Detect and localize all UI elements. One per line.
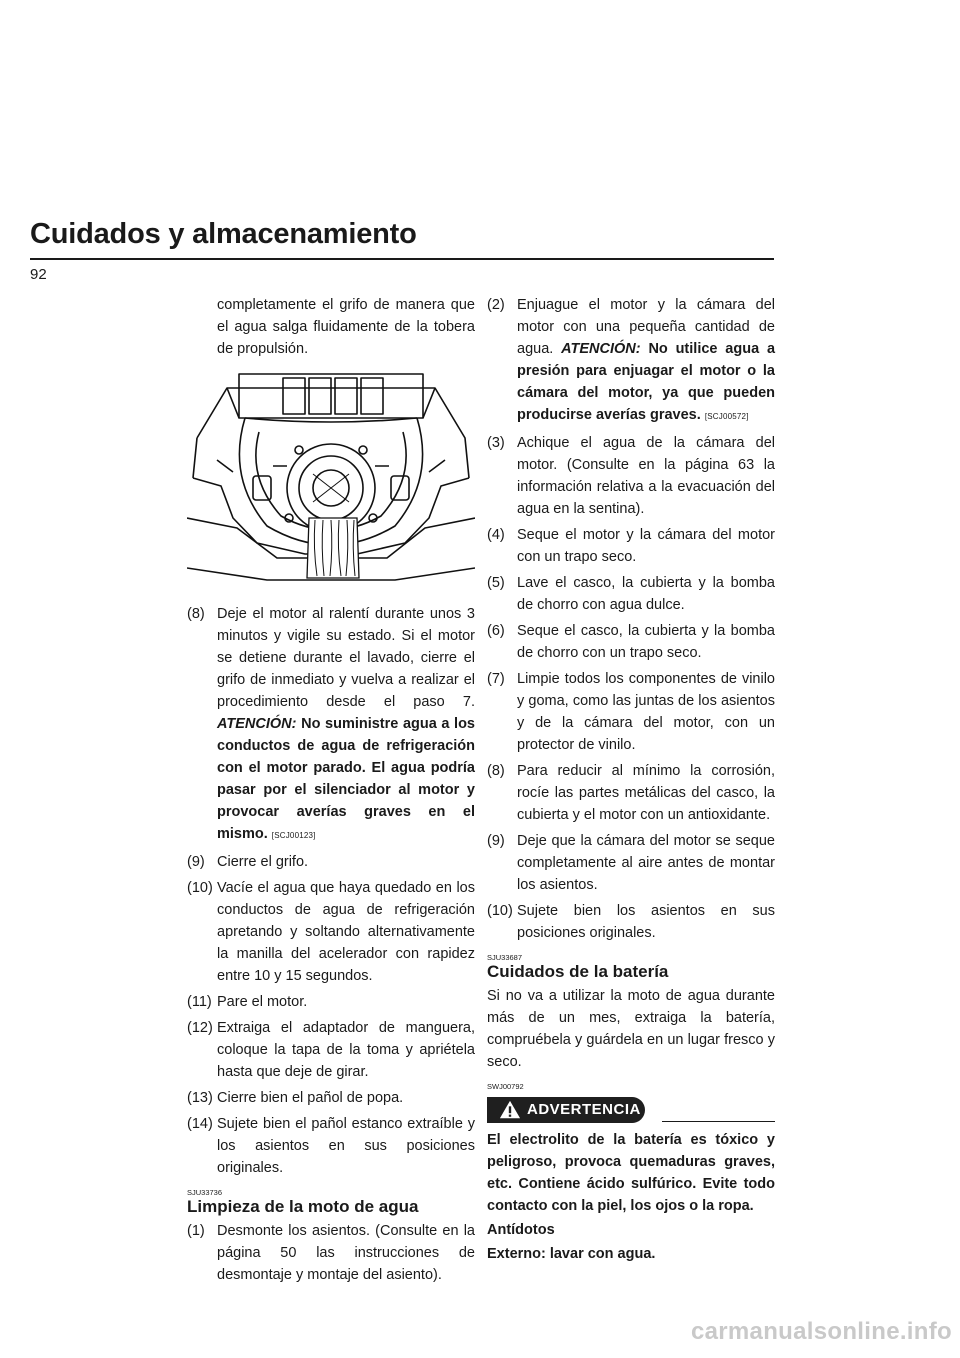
step-number: (5) — [487, 575, 505, 591]
step-text: Achique el agua de la cámara del motor. (Consulte en la página 63 la información relativa a la evacuación del agua en la sentina). — [517, 435, 775, 517]
step-number: (8) — [187, 606, 205, 622]
step-number: (2) — [487, 297, 505, 313]
step-9-right — [487, 830, 775, 896]
section-code: SJU33736 — [187, 1188, 223, 1197]
caution-text: No utilice agua a presión para enjuagar el motor o la cámara del motor, ya que pueden producirse averías graves. — [517, 341, 776, 423]
caution-label: ATENCIÓN: — [561, 341, 641, 357]
step-number: (1) — [187, 1223, 205, 1239]
step-number: (7) — [487, 671, 505, 687]
battery-text: Si no va a utilizar la moto de agua durante más de un mes, extraiga la batería, compruébela y guárdela en un lugar fresco y seco. — [487, 988, 775, 1070]
title-rule — [30, 258, 774, 260]
step-number: (8) — [487, 763, 505, 779]
step-number: (4) — [487, 527, 505, 543]
step-12 — [187, 1017, 475, 1083]
caution-code: [SCJ00572] — [704, 412, 749, 421]
step-number: (9) — [487, 833, 505, 849]
warning-text: El electrolito de la batería es tóxico y peligroso, provoca quemaduras graves, etc. Contiene ácido sulfúrico. Evite todo contacto con la piel, los ojos o la ropa. — [487, 1132, 775, 1214]
step-text: Seque el casco, la cubierta y la bomba de chorro con un trapo seco. — [517, 623, 775, 661]
step-number: (14) — [187, 1116, 213, 1132]
step-text: Vacíe el agua que haya quedado en los conductos de agua de refrigeración apretando y soltando alternativamente la manilla del acelerador con rapidez entre 10 y 15 segundos. — [217, 880, 475, 984]
step-text: Extraiga el adaptador de manguera, coloque la tapa de la toma y apriétela hasta que deje de girar. — [217, 1020, 475, 1080]
page-number: 92 — [30, 266, 47, 283]
step-10-right — [487, 900, 775, 944]
step-text: Deje que la cámara del motor se seque completamente al aire antes de montar los asientos. — [517, 833, 775, 893]
warning-triangle-icon — [499, 1099, 521, 1121]
section-heading-cleaning: Limpieza de la moto de agua — [187, 1197, 419, 1216]
caution-code: [SCJ00123] — [271, 831, 316, 840]
warning-code: SWJ00792 — [487, 1082, 524, 1091]
section-heading-battery: Cuidados de la batería — [487, 962, 669, 981]
step-text: Deje el motor al ralentí durante unos 3 minutos y vigile su estado. Si el motor se detiene durante el lavado, cierre el grifo de inmediato y vuelva a realizar el procedimiento desde el paso 7. — [217, 606, 475, 710]
step-6 — [487, 620, 775, 664]
step-number: (9) — [187, 854, 205, 870]
warning-rule — [662, 1121, 775, 1122]
step-number: (6) — [487, 623, 505, 639]
step-number: (10) — [487, 903, 513, 919]
step-8-right — [487, 760, 775, 826]
step-text: Enjuague el motor y la cámara del motor con una pequeña cantidad de agua. — [517, 297, 775, 357]
step-2 — [487, 294, 775, 428]
step-14 — [187, 1113, 475, 1179]
left-column — [187, 294, 475, 1290]
step-text: Cierre bien el pañol de popa. — [217, 1090, 404, 1106]
step-4 — [487, 524, 775, 568]
step-number: (3) — [487, 435, 505, 451]
step-11 — [187, 991, 475, 1013]
antidote-heading: Antídotos — [487, 1222, 555, 1238]
warning-label: ADVERTENCIA — [527, 1101, 641, 1118]
step-number: (12) — [187, 1020, 213, 1036]
jet-nozzle-illustration — [187, 368, 475, 588]
warning-badge — [487, 1097, 645, 1123]
step-text: Pare el motor. — [217, 994, 308, 1010]
watermark: carmanualsonline.info — [690, 1318, 952, 1345]
caution-label: ATENCIÓN: — [217, 716, 297, 732]
step-5 — [487, 572, 775, 616]
step-text: Desmonte los asientos. (Consulte en la página 50 las instrucciones de desmontaje y montaje del asiento). — [217, 1223, 475, 1283]
antidote-text: Externo: lavar con agua. — [487, 1246, 656, 1262]
step-7 — [487, 668, 775, 756]
intro-text: completamente el grifo de manera que el agua salga fluidamente de la tobera de propulsión. — [217, 297, 475, 357]
step-number: (11) — [187, 994, 212, 1010]
page-title: Cuidados y almacenamiento — [30, 218, 417, 250]
section-code: SJU33687 — [487, 953, 523, 962]
step-10 — [187, 877, 475, 987]
right-column — [487, 294, 775, 1267]
step-number: (10) — [187, 880, 213, 896]
step-3 — [487, 432, 775, 520]
step-text: Para reducir al mínimo la corrosión, rocíe las partes metálicas del casco, la cubierta y el motor con un antioxidante. — [517, 763, 775, 823]
step-text: Cierre el grifo. — [217, 854, 309, 870]
step-text: Sujete bien los asientos en sus posiciones originales. — [517, 903, 775, 941]
step-9 — [187, 851, 475, 873]
caution-text: No suministre agua a los conductos de agua de refrigeración con el motor parado. El agua podría pasar por el silenciador al motor y provocar averías graves en el mismo. — [217, 716, 475, 842]
step-8 — [187, 603, 475, 847]
step-text: Limpie todos los componentes de vinilo y goma, como las juntas de los asientos y de la cámara del motor, con un protector de vinilo. — [517, 671, 775, 753]
warning-banner — [487, 1097, 775, 1125]
step-text: Sujete bien el pañol estanco extraíble y los asientos en sus posiciones originales. — [217, 1116, 475, 1176]
step-13 — [187, 1087, 475, 1109]
step-text: Lave el casco, la cubierta y la bomba de chorro con agua dulce. — [517, 575, 775, 613]
step-1 — [187, 1220, 475, 1286]
step-number: (13) — [187, 1090, 213, 1106]
step-text: Seque el motor y la cámara del motor con un trapo seco. — [517, 527, 775, 565]
